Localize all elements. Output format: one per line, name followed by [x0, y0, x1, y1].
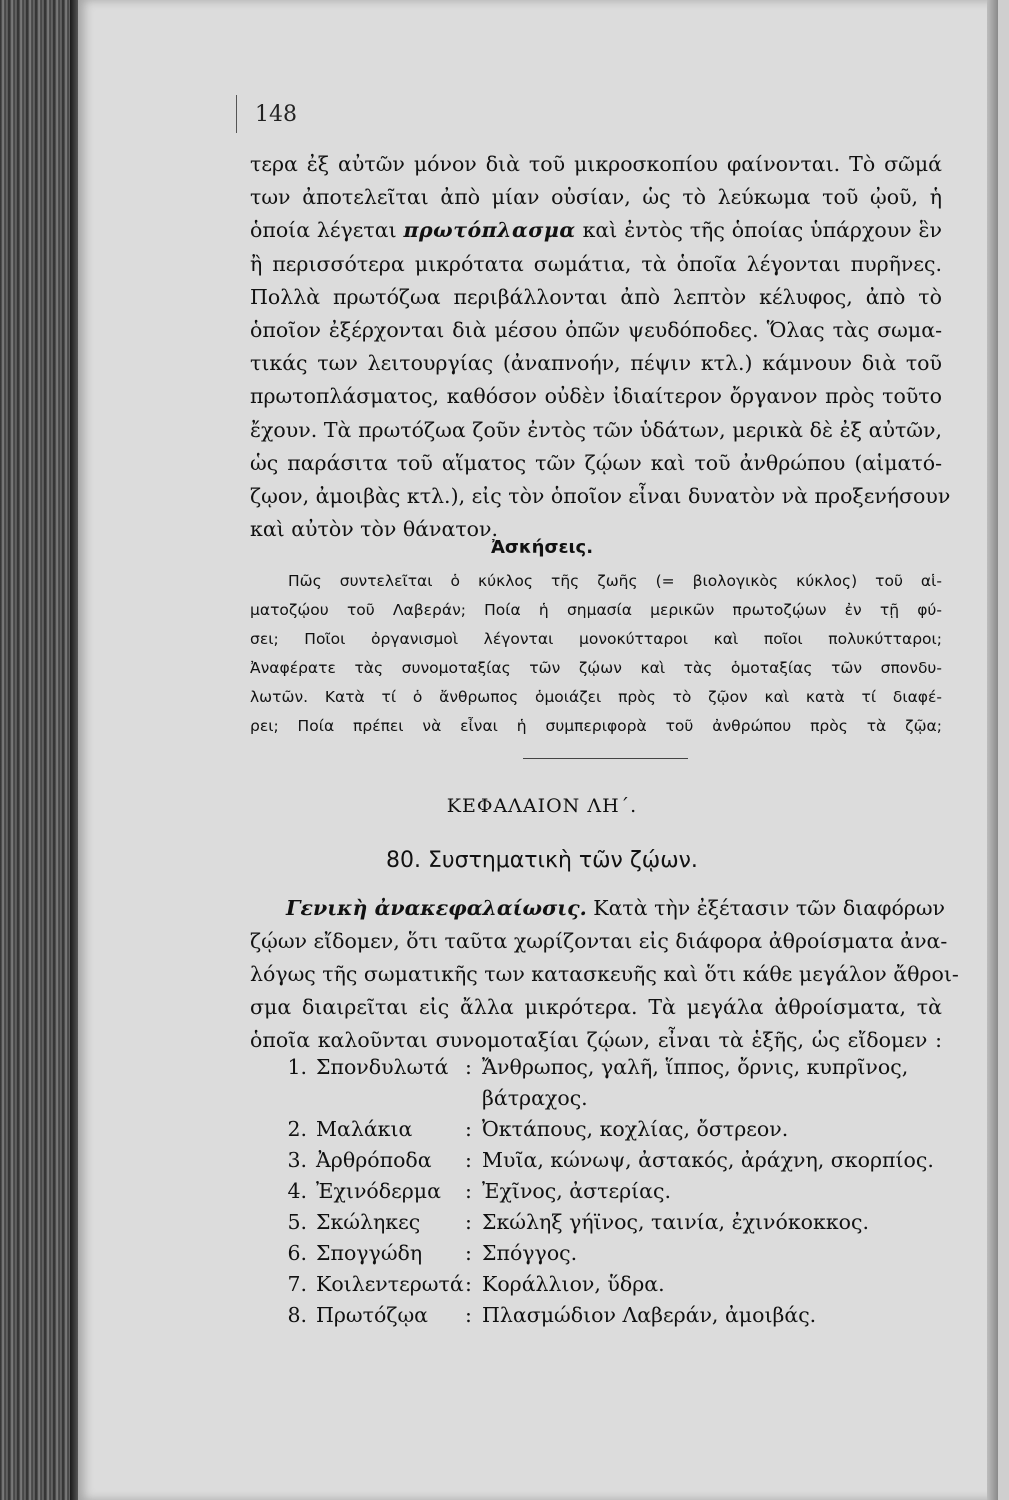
summary-paragraph — [250, 892, 959, 1057]
list-item — [282, 1207, 952, 1238]
phylum-name: Πρωτόζῳα — [316, 1303, 428, 1327]
exercise-line: ματοζῴου τοῦ Λαβεράν; Ποία ἡ σημασία μερικῶν πρωτοζῴων ἐν τῇ φύ- — [250, 601, 942, 619]
item-colon: : — [465, 1148, 472, 1172]
exercises-block — [250, 567, 942, 741]
list-item — [282, 1176, 952, 1207]
paragraph-line: ἔχουν. Τὰ πρωτόζωα ζοῦν ἐντὸς τῶν ὑδάτων, μερικὰ δὲ ἐξ αὐτῶν, — [250, 417, 942, 442]
item-colon: : — [465, 1117, 472, 1141]
item-number: 8. — [287, 1303, 307, 1327]
exercise-line: σει; Ποῖοι ὀργανισμοὶ λέγονται μονοκύτταροι καὶ ποῖοι πολυκύτταροι; — [250, 630, 942, 648]
paragraph-line: καὶ αὐτὸν τὸν θάνατον. — [250, 517, 498, 542]
item-number: 1. — [287, 1055, 307, 1079]
chapter-heading: ΚΕΦΑΛΑΙΟΝ ΛΗ΄. — [446, 795, 638, 817]
summary-line: σμα διαιρεῖται εἰς ἄλλα μικρότερα. Τὰ μεγάλα ἀθροίσματα, τὰ — [250, 995, 942, 1019]
phylum-name: Ἐχινόδερμα — [316, 1179, 441, 1203]
paragraph-line: τερα ἐξ αὐτῶν μόνον διὰ τοῦ μικροσκοπίου φαίνονται. Τὸ σῶμά — [250, 152, 942, 176]
phyla-list — [282, 1052, 952, 1331]
item-colon: : — [465, 1241, 472, 1265]
paragraph-line: ζῳον, ἀμοιβὰς κτλ.), εἰς τὸν ὁποῖον εἶναι δυνατὸν νὰ προξενήσουν — [250, 484, 951, 509]
item-colon: : — [465, 1179, 472, 1203]
exercise-line: Πῶς συντελεῖται ὁ κύκλος τῆς ζωῆς (= βιολογικὸς κύκλος) τοῦ αἱ- — [288, 572, 942, 590]
item-number: 4. — [287, 1179, 307, 1203]
item-number: 5. — [287, 1210, 307, 1234]
paragraph-line-text-a: ὁποία λέγεται — [250, 218, 404, 243]
phylum-examples-cont: βάτραχος. — [482, 1086, 588, 1110]
phylum-name: Σκώληκες — [316, 1210, 421, 1234]
paragraph-line: ὁποῖον ἐξέρχονται διὰ μέσου ὀπῶν ψευδόποδες. Ὅλας τὰς σωμα- — [250, 318, 942, 343]
list-item — [282, 1300, 952, 1331]
paragraph-line-text-b: καὶ ἐντὸς τῆς ὁποίας ὑπάρχουν ἓν — [575, 218, 942, 243]
item-number: 3. — [287, 1148, 307, 1172]
item-colon: : — [465, 1210, 472, 1234]
item-number: 6. — [287, 1241, 307, 1265]
summary-line-text: Κατὰ τὴν ἐξέτασιν τῶν διαφόρων — [593, 896, 946, 920]
section-divider — [523, 758, 688, 759]
summary-lead: Γενικὴ ἀνακεφαλαίωσις. — [286, 896, 587, 920]
emphasized-term: πρωτόπλασμα — [403, 218, 576, 243]
paragraph-line: ἢ περισσότερα μικρότατα σωμάτια, τὰ ὁποῖα λέγονται πυρῆνες. — [250, 251, 942, 276]
paragraph-line: ὡς παράσιτα τοῦ αἵματος τῶν ζῴων καὶ τοῦ ἀνθρώπου (αἱματό- — [250, 450, 942, 475]
exercise-line: λωτῶν. Κατὰ τί ὁ ἄνθρωπος ὁμοιάζει πρὸς τὸ ζῷον καὶ κατὰ τί διαφέ- — [250, 688, 942, 706]
item-colon: : — [465, 1303, 472, 1327]
paragraph-line: πρωτοπλάσματος, καθόσον οὐδὲν ἰδιαίτερον ὄργανον πρὸς τοῦτο — [250, 384, 942, 409]
summary-line: λόγως τῆς σωματικῆς των κατασκευῆς καὶ ὅτι κάθε μεγάλον ἄθροι- — [250, 962, 959, 986]
margin-mark — [236, 95, 237, 133]
section-title: 80. Συστηματικὴ τῶν ζῴων. — [386, 848, 698, 873]
item-colon: : — [465, 1055, 472, 1079]
phylum-name: Σπογγώδη — [316, 1241, 423, 1265]
phylum-examples: Πλασμώδιον Λαβεράν, ἀμοιβάς. — [482, 1303, 817, 1327]
phylum-name: Σπονδυλωτά — [316, 1055, 449, 1079]
summary-line — [250, 892, 946, 925]
list-item — [282, 1114, 952, 1145]
item-colon: : — [465, 1272, 472, 1296]
phylum-name: Μαλάκια — [316, 1117, 413, 1141]
phylum-examples: Σκώληξ γήϊνος, ταινία, ἐχινόκοκκος. — [482, 1210, 869, 1234]
exercise-line: ρει; Ποία πρέπει νὰ εἶναι ἡ συμπεριφορὰ τοῦ ἀνθρώπου πρὸς τὰ ζῷα; — [250, 717, 942, 735]
exercises-title: Ἀσκήσεις. — [490, 537, 594, 558]
phylum-examples: Κοράλλιον, ὕδρα. — [482, 1272, 665, 1296]
list-item — [282, 1145, 952, 1176]
phylum-examples: Σπόγγος. — [482, 1241, 578, 1265]
list-item — [282, 1052, 952, 1114]
book-spine-edge — [0, 0, 78, 1500]
paragraph-line — [250, 214, 942, 247]
exercise-line: Ἀναφέρατε τὰς συνομοταξίας τῶν ζῴων καὶ τὰς ὁμοταξίας τῶν σπονδυ- — [250, 659, 942, 677]
phylum-name: Ἀρθρόποδα — [316, 1148, 432, 1172]
paragraph-line: των ἀποτελεῖται ἀπὸ μίαν οὐσίαν, ὡς τὸ λεύκωμα τοῦ ᾠοῦ, ἡ — [250, 185, 942, 210]
phylum-examples: Ἐχῖνος, ἀστερίας. — [482, 1179, 671, 1203]
paragraph-line: τικάς των λειτουργίας (ἀναπνοήν, πέψιν κτλ.) κάμνουν διὰ τοῦ — [250, 351, 942, 376]
page-number: 148 — [255, 102, 297, 127]
paragraph-line: Πολλὰ πρωτόζωα περιβάλλονται ἀπὸ λεπτὸν κέλυφος, ἀπὸ τὸ — [250, 284, 942, 309]
list-item — [282, 1269, 952, 1300]
phylum-examples: Μυῖα, κώνωψ, ἀστακός, ἀράχνη, σκορπίος. — [482, 1148, 934, 1172]
phylum-examples: Ἄνθρωπος, γαλῆ, ἵππος, ὄρνις, κυπρῖνος, — [482, 1055, 909, 1079]
page-edge-shadow — [987, 0, 998, 1500]
paragraph — [250, 148, 951, 546]
phylum-examples: Ὀκτάπους, κοχλίας, ὄστρεον. — [482, 1117, 789, 1141]
summary-line: ζῴων εἴδομεν, ὅτι ταῦτα χωρίζονται εἰς διάφορα ἀθροίσματα ἀνα- — [250, 929, 948, 953]
list-item — [282, 1238, 952, 1269]
summary-line: ὁποῖα καλοῦνται συνομοταξίαι ζῴων, εἶναι τὰ ἑξῆς, ὡς εἴδομεν : — [250, 1028, 942, 1052]
item-number: 2. — [287, 1117, 307, 1141]
item-number: 7. — [287, 1272, 307, 1296]
phylum-name: Κοιλεντερωτά — [316, 1272, 464, 1296]
